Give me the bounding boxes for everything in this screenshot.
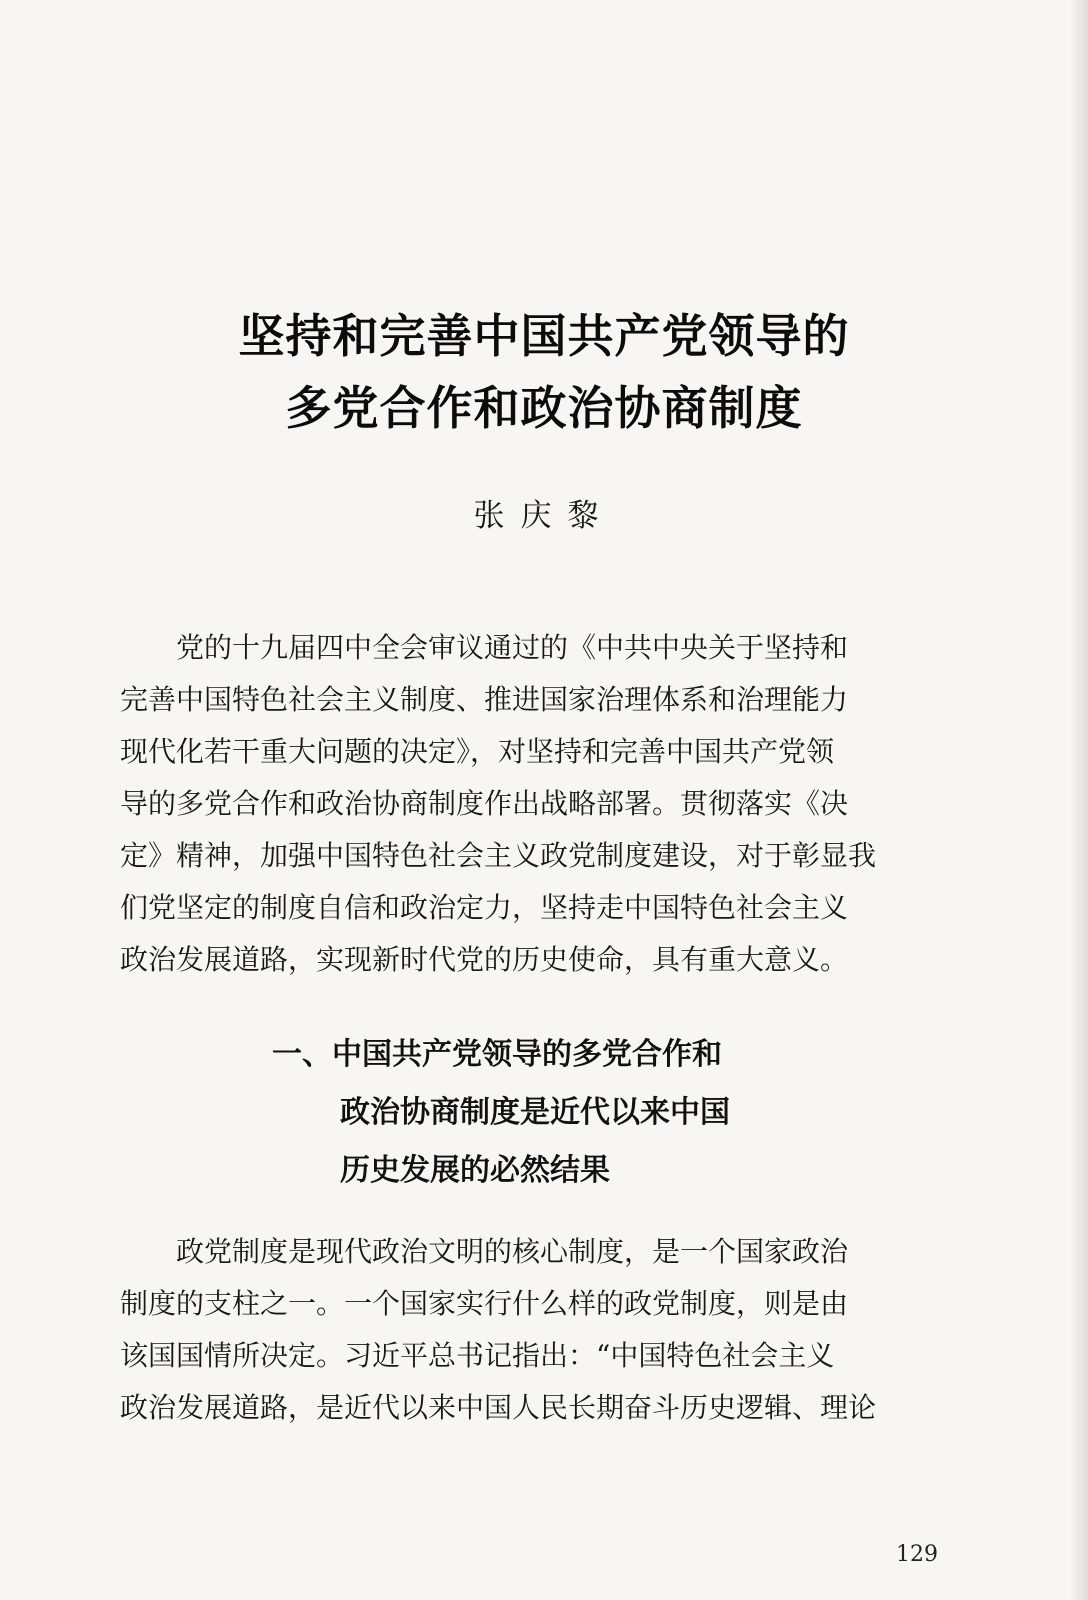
section-heading — [272, 1026, 730, 1200]
section-heading-line: 政治协商制度是近代以来中国 — [340, 1095, 730, 1130]
paragraph-line: 定》精神，加强中国特色社会主义政党制度建设，对于彰显我 — [120, 839, 877, 872]
paragraph-line: 政党制度是现代政治文明的核心制度，是一个国家政治 — [120, 1235, 849, 1268]
intro-paragraph — [120, 622, 960, 986]
page-number: 129 — [896, 1542, 938, 1567]
section-paragraph — [120, 1226, 960, 1434]
paragraph-line: 党的十九届四中全会审议通过的《中共中央关于坚持和 — [120, 631, 849, 664]
paragraph-line: 政治发展道路，是近代以来中国人民长期奋斗历史逻辑、理论 — [120, 1391, 877, 1424]
article-title-line-2: 多党合作和政治协商制度 — [285, 381, 803, 435]
author-name: 张庆黎 — [473, 498, 615, 534]
paragraph-line: 政治发展道路，实现新时代党的历史使命，具有重大意义。 — [120, 943, 849, 976]
section-heading-line: 历史发展的必然结果 — [340, 1153, 610, 1188]
page-edge-shadow — [1070, 0, 1088, 1600]
article-title-line-1: 坚持和完善中国共产党领导的 — [238, 309, 850, 363]
paragraph-line: 们党坚定的制度自信和政治定力，坚持走中国特色社会主义 — [120, 891, 849, 924]
paragraph-line: 导的多党合作和政治协商制度作出战略部署。贯彻落实《决 — [120, 787, 849, 820]
paragraph-line: 完善中国特色社会主义制度、推进国家治理体系和治理能力 — [120, 683, 849, 716]
section-heading-line: 一、中国共产党领导的多党合作和 — [272, 1037, 722, 1072]
paragraph-line: 制度的支柱之一。一个国家实行什么样的政党制度，则是由 — [120, 1287, 849, 1320]
paragraph-line: 现代化若干重大问题的决定》，对坚持和完善中国共产党领 — [120, 735, 835, 768]
paragraph-line: 该国国情所决定。习近平总书记指出：“中国特色社会主义 — [120, 1339, 835, 1372]
